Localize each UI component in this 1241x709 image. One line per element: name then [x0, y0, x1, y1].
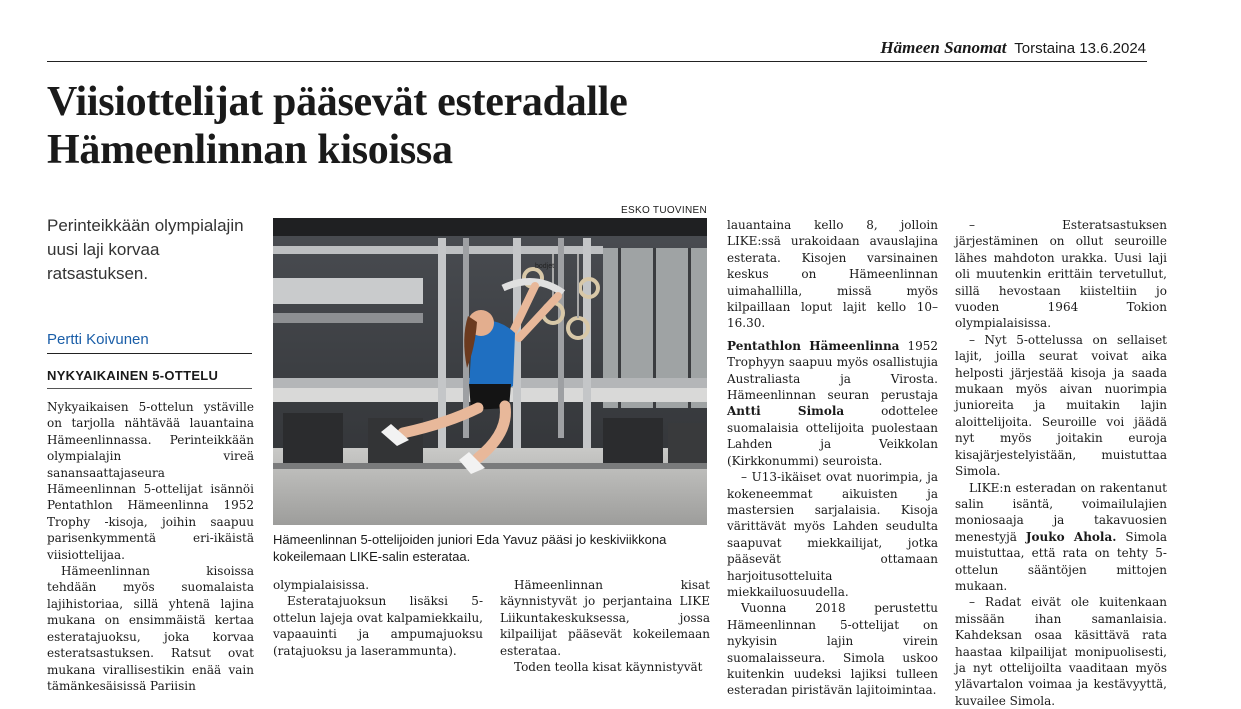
masthead	[880, 38, 1146, 58]
paragraph: – Radat eivät ole kuitenkaan missään ihan samanlaisia. Kahdeksan osaa käsittävä rata haastaa kilpailijat monipuolisesti, ja nyt ottelijoilta vaaditaan myös ylävartalon voimaa ja kestävyyttä, kuvailee Simola.	[955, 595, 1167, 708]
text-run: Simola muistuttaa, että rata on tehty 5-ottelun sääntöjen mittojen mukaan.	[955, 529, 1168, 593]
newspaper-name: Hämeen Sanomat	[880, 38, 1007, 57]
text-run: odottelee suomalaisia ottelijoita puolestaan Lahden ja Veikkolan (Kirkkonummi) seuroista.	[727, 404, 938, 468]
article-column-2	[273, 577, 483, 659]
paragraph: Nykyaikaisen 5-ottelun ystäville on tarjolla nähtävää lauantaina Hämeenlinnassa. Perinteikkään olympialajin vireä sanansaattajaseura Hämeenlinnan 5-ottelijat isännöi Pentathlon Hämeenlinna 1952 Trophy -kisoja, joihin saapuu parisenkymmentä eri-ikäistä viisiottelijaa.	[47, 400, 254, 562]
paragraph: – U13-ikäiset ovat nuorimpia, ja kokeneemmat aikuisten ja mastersien sarjalaisia. Kisoja värittävät myös Lahden seudulta saapuvat miekkailijat, jotka pääsevät ottamaan harjoitusotteluita miekkailuosuudella.	[727, 470, 938, 599]
lead-text: Perinteikkään olympialajin uusi laji korvaa ratsastuksen.	[47, 216, 244, 283]
person-name: Antti Simola	[727, 404, 845, 419]
paragraph: Hämeenlinnan kisat käynnistyvät jo perjantaina LIKE Liikuntakeskuksessa, jossa kilpailijat pääsevät kokeilemaan esterataa.	[500, 578, 710, 658]
article-column-1	[47, 399, 254, 694]
gym-obstacle-course-photo	[273, 218, 707, 525]
headline	[47, 78, 807, 174]
paragraph: olympialaisissa.	[273, 578, 370, 592]
event-name: Pentathlon Hämeenlinna	[727, 338, 900, 353]
article-column-5	[955, 217, 1167, 709]
paragraph: – Nyt 5-ottelussa on sellaiset lajit, joilla seurat voivat aika helposti järjestää kisoja ja saada mukaan myös aivan nuorimpia junioreita ja muitakin lajin aloittelijoita. Seuroille voi jäädä nyt myös joitakin euroja kisajärjestelyistään, muistuttaa Simola.	[955, 332, 1167, 479]
issue-date: Torstaina 13.6.2024	[1014, 40, 1146, 57]
text-run: LIKE:n esteradan on rakentanut salin isäntä, voimailulajien moniosaaja ja takavuosien menestyjä	[955, 480, 1167, 544]
article-photo	[273, 218, 707, 525]
paragraph: Vuonna 2018 perustettu Hämeenlinnan 5-ottelijat on nykyisin lajin virein suomalaisseura. Simola uskoo kuitenkin uudeksi lajiksi tulleen esteradan piristävän lajitoimintaa.	[727, 601, 938, 698]
text-run: 1952 Trophyyn saapuu myös osallistujia Australiasta ja Virosta. Hämeenlinnan seuran perustaja	[727, 338, 938, 403]
paragraph: Hämeenlinnan kisoissa tehdään myös suomalaista lajihistoriaa, sillä yhtenä lajina mukana on ensimmäistä kertaa esteratajuoksu, joka korvaa esteratsastuksen. Ratsut ovat mukana virallisestikin enää vain tämänkesäisissä Pariisin	[47, 564, 254, 693]
headline-line-1: Viisiottelijat pääsevät esteradalle	[47, 79, 628, 125]
top-rule	[47, 61, 1147, 62]
article-column-4	[727, 217, 938, 699]
headline-line-2: Hämeenlinnan kisoissa	[47, 127, 453, 173]
article-column-3	[500, 577, 710, 675]
paragraph: Esteratajuoksun lisäksi 5-ottelun lajeja ovat kalpamiekkailu, vapaauinti ja ampumajuoksu (ratajuoksu ja laserammunta).	[273, 594, 483, 658]
photo-logo: bodjet	[535, 263, 555, 270]
author-byline: Pertti Koivunen	[47, 331, 252, 354]
paragraph	[955, 480, 1167, 595]
paragraph: Toden teolla kisat käynnistyvät	[514, 660, 703, 675]
section-label: NYKYAIKAINEN 5-OTTELU	[47, 368, 252, 389]
paragraph	[727, 338, 938, 469]
person-name: Jouko Ahola.	[1025, 529, 1117, 544]
photo-credit: ESKO TUOVINEN	[621, 205, 707, 216]
photo-caption: Hämeenlinnan 5-ottelijoiden juniori Eda Yavuz pääsi jo keskiviikkona kokeilemaan LIKE-salin esterataa.	[273, 532, 667, 564]
paragraph: lauantaina kello 8, jolloin LIKE:ssä urakoidaan avauslajina esterata. Kisojen varsinainen keskus on Hämeenlinnan uimahallilla, missä myös kilpaillaan loput lajit kello 10–16.30.	[727, 218, 938, 331]
paragraph: – Esteratsastuksen järjestäminen on ollut seuroille lähes mahdoton urakka. Uusi laji oli muutenkin erittäin tervetullut, sillä hevostaan kiisteltiin jo vuoden 1964 Tokion olympialaisissa.	[955, 218, 1167, 331]
